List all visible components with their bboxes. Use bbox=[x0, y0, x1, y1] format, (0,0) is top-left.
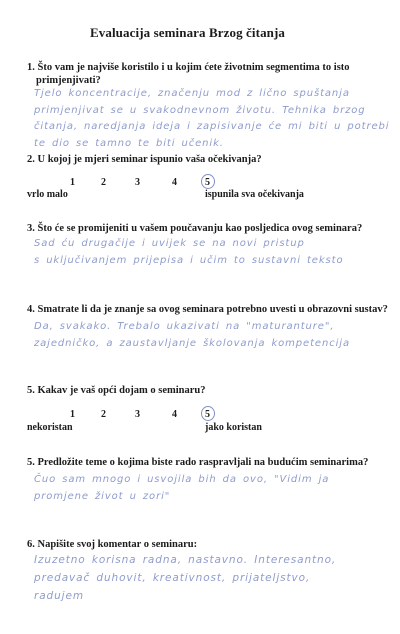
answer-4-line: zajedničko, a zaustavljanje školovanja kompetencija bbox=[34, 337, 350, 349]
answer-1-line: te dio se tamno te biti učenik. bbox=[34, 137, 224, 149]
answer-6-line: radujem bbox=[34, 590, 84, 602]
answer-6-line: Izuzetno korisna radna, nastavno. Interesantno, bbox=[34, 554, 337, 566]
scale-5-option-5: 5 bbox=[205, 409, 210, 420]
question-1 bbox=[27, 61, 377, 87]
scale-2-option-5: 5 bbox=[205, 177, 210, 188]
scale-2-option-1: 1 bbox=[70, 177, 75, 188]
scale-5-low-label: nekoristan bbox=[27, 422, 73, 433]
scale-5-option-2: 2 bbox=[101, 409, 106, 420]
answer-5-topics-line: Čuo sam mnogo i usvojila bih da ovo, "Vidim ja bbox=[34, 474, 330, 485]
question-5-topics: 5. Predložite teme o kojima biste rado raspravljali na budućim seminarima? bbox=[27, 457, 369, 468]
scale-5-option-3: 3 bbox=[135, 409, 140, 420]
scale-2-low-label: vrlo malo bbox=[27, 189, 68, 200]
answer-4 bbox=[34, 319, 394, 352]
question-2: 2. U kojoj je mjeri seminar ispunio vaša očekivanja? bbox=[27, 154, 262, 165]
scale-5-high-label: jako koristan bbox=[205, 422, 262, 433]
scale-2-high-label: ispunila sva očekivanja bbox=[205, 189, 304, 200]
answer-1-line: Tjelo koncentracije, značenju mod z lično spuštanja bbox=[34, 88, 350, 99]
answer-1-line: čitanja, naredjanja ideja i zapisivanje će mi biti u potrebi bbox=[34, 121, 390, 133]
answer-5-topics bbox=[34, 472, 394, 505]
question-1-line-1: 1. Što vam je najviše koristilo i u kojim ćete životnim segmentima to isto bbox=[27, 62, 350, 73]
answer-4-line: Da, svakako. Trebalo ukazivati na "maturanture", bbox=[34, 321, 335, 332]
scale-5-option-4: 4 bbox=[172, 409, 177, 420]
scale-5-option-1: 1 bbox=[70, 409, 75, 420]
scale-2-option-4: 4 bbox=[172, 177, 177, 188]
scale-2-option-3: 3 bbox=[135, 177, 140, 188]
answer-6 bbox=[34, 551, 394, 605]
question-4: 4. Smatrate li da je znanje sa ovog seminara potrebno uvesti u obrazovni sustav? bbox=[27, 304, 388, 315]
answer-1 bbox=[34, 86, 394, 152]
scale-2-option-2: 2 bbox=[101, 177, 106, 188]
answer-3 bbox=[34, 236, 394, 269]
scale-5-selection-circle bbox=[201, 406, 215, 421]
scale-2-selection-circle bbox=[201, 174, 215, 189]
answer-1-line: primjenjivat se u svakodnevnom životu. Tehnika brzog bbox=[34, 104, 366, 116]
answer-6-line: predavač duhovit, kreativnost, prijateljstvo, bbox=[34, 572, 311, 584]
form-title: Evaluacija seminara Brzog čitanja bbox=[90, 25, 286, 40]
question-3: 3. Što će se promijeniti u vašem poučavanju kao posljedica ovog seminara? bbox=[27, 223, 363, 234]
question-1-line-2: primjenjivati? bbox=[36, 75, 101, 86]
question-6: 6. Napišite svoj komentar o seminaru: bbox=[27, 539, 198, 550]
question-5-impression: 5. Kakav je vaš opći dojam o seminaru? bbox=[27, 385, 206, 396]
answer-3-line: s uključivanjem prijepisa i učim to sustavni teksto bbox=[34, 254, 344, 266]
answer-5-topics-line: promjene život u zori" bbox=[34, 490, 171, 502]
answer-3-line: Sad ću drugačije i uvijek se na novi pristup bbox=[34, 238, 305, 249]
